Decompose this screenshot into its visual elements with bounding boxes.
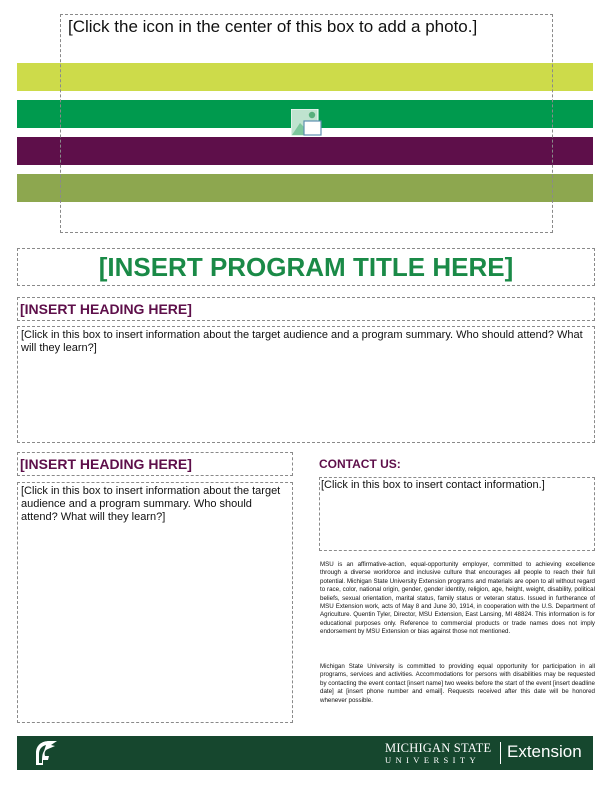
section1-heading-box[interactable]	[17, 297, 595, 321]
section1-heading: [INSERT HEADING HERE]	[20, 301, 192, 317]
contact-body: [Click in this box to insert contact information.]	[321, 479, 545, 491]
spartan-helmet-icon	[33, 739, 59, 767]
nondiscrimination-statement: MSU is an affirmative-action, equal-opportunity employer, committed to achieving excellence through a diverse workforce and inclusive culture that encourages all people to reach their full potential. Michigan State University Extension programs and materials are open to all without regard to race, color, national origin, gender, gender identity, religion, age, height, weight, disability, political beliefs, sexual orientation, marital status, family status or veteran status. Issued in furtherance of MSU Extension work, acts of May 8 and June 30, 1914, in cooperation with the U.S. Department of Agriculture. Quentin Tyler, Director, MSU Extension, East Lansing, MI 48824. This information is for educational purposes only. Reference to commercial products or trade names does not imply endorsement by MSU Extension or bias against those not mentioned.	[320, 561, 595, 636]
university-name-line2: UNIVERSITY	[385, 755, 480, 765]
photo-prompt: [Click the icon in the center of this box to add a photo.]	[68, 17, 478, 36]
program-title-box[interactable]	[17, 248, 595, 286]
image-placeholder-icon[interactable]	[291, 109, 322, 137]
contact-body-box[interactable]	[319, 477, 595, 551]
section2-body: [Click in this box to insert information about the target audience and a program summary. Who should attend? What will they learn?]	[21, 485, 281, 523]
contact-heading: CONTACT US:	[319, 457, 401, 471]
section2-heading: [INSERT HEADING HERE]	[20, 456, 192, 472]
section1-body: [Click in this box to insert information about the target audience and a program summary. Who should attend? What will they learn?]	[21, 329, 583, 354]
program-title: [INSERT PROGRAM TITLE HERE]	[98, 252, 514, 282]
section2-body-box[interactable]	[17, 482, 293, 723]
footer-divider	[500, 742, 501, 764]
accommodation-statement: Michigan State University is committed to providing equal opportunity for participation in all programs, services and activities. Accommodations for persons with disabilities may be requested by contacting the event contact [insert name] two weeks before the start of the event [insert deadline date] at [insert phone number and email]. Requests received after this date will be honored whenever possible.	[320, 663, 595, 704]
photo-placeholder[interactable]	[60, 14, 553, 233]
extension-label: Extension	[507, 742, 582, 761]
section2-heading-box[interactable]	[17, 452, 293, 476]
footer-bar	[17, 736, 593, 770]
university-name-line1: MICHIGAN STATE	[385, 741, 492, 755]
section1-body-box[interactable]	[17, 326, 595, 443]
